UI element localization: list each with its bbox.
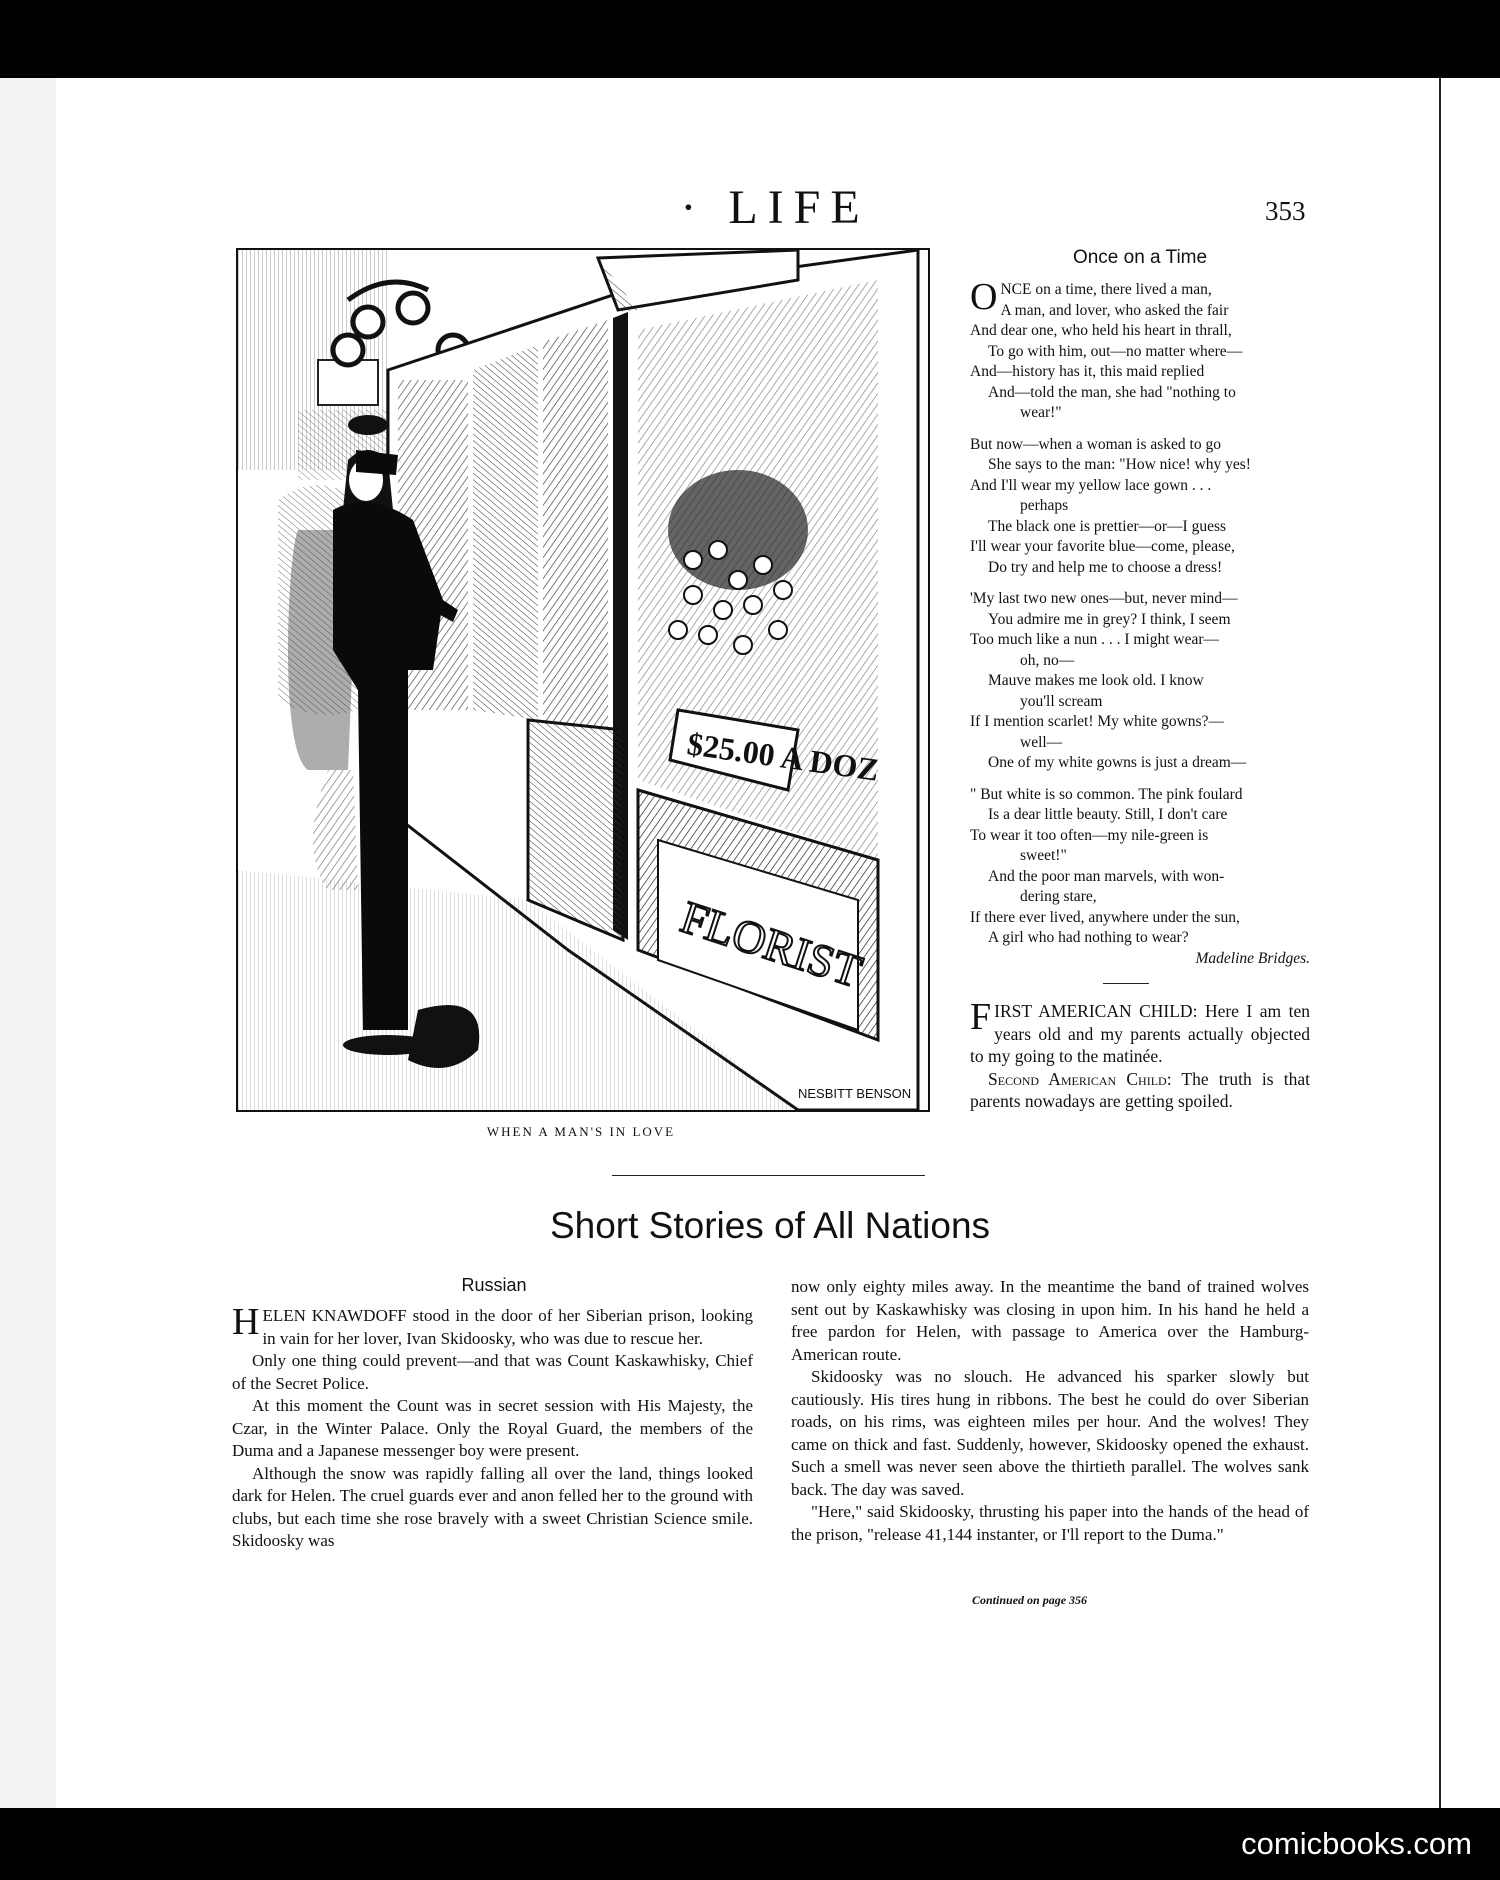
poem-line: well— — [1020, 733, 1063, 751]
continued-note: Continued on page 356 — [972, 1593, 1088, 1607]
poem-line: A girl who had nothing to wear? — [988, 929, 1189, 946]
poem-line: A man, and lover, who asked the fair — [1000, 301, 1229, 319]
poem-line: oh, no— — [1020, 651, 1075, 669]
poem-line: Mauve makes me look old. I know — [988, 672, 1204, 689]
poem-line: The black one is prettier—or—I guess — [988, 517, 1227, 535]
poem-line: If there ever lived, anywhere under the sun, — [970, 908, 1240, 926]
poem-line: And—told the man, she had "nothing to — [988, 383, 1236, 401]
drop-cap: F — [970, 996, 992, 1038]
poem-line: If I mention scarlet! My white gowns?— — [970, 713, 1224, 730]
poem-line: dering stare, — [1020, 888, 1097, 905]
story-paragraph: Skidoosky was no slouch. He advanced his sparker slowly but cautiously. His tires hung in ribbons. The best he could do over Siberian roads, on his rims, was eighteen miles per hour. And the wolves! They came on thick and fast. Suddenly, however, Skidoosky opened the exhaust. Such a smell was never seen above the thirtieth parallel. The wolves sank back. The day was saved. — [791, 1367, 1309, 1499]
page-number: 353 — [1265, 196, 1306, 226]
poem-line: One of my white gowns is just a dream— — [988, 754, 1247, 771]
illustration-caption: WHEN A MAN'S IN LOVE — [486, 1124, 676, 1139]
previous-page-edge — [0, 78, 59, 1808]
poem-line: To wear it too often—my nile-green is — [970, 826, 1209, 844]
poem-line: To go with him, out—no matter where— — [988, 342, 1243, 360]
paragraph-text: ELEN KNAWDOFF stood in the door of her Siberian prison, looking in vain for her lover, Ivan Skidoosky, who was due to rescue her. — [262, 1306, 753, 1348]
poem-line: Do try and help me to choose a dress! — [988, 558, 1223, 576]
joke-text-1: Here I am ten years old and my parents actually objected to my going to the matinée. — [970, 1001, 1311, 1066]
poem-line: you'll scream — [1020, 692, 1103, 710]
joke — [970, 996, 1311, 1113]
story-column-1 — [232, 1301, 753, 1553]
poem-line: And dear one, who held his heart in thrall, — [970, 322, 1232, 339]
story-paragraph: At this moment the Count was in secret session with His Majesty, the Czar, in the Winter Palace. Only the Royal Guard, the members of the Duma and a Japanese messenger boy were present. — [232, 1396, 753, 1460]
story-headline: Short Stories of All Nations — [549, 1205, 991, 1246]
poem-line: I'll wear your favorite blue—come, please, — [970, 538, 1235, 555]
florist-window-drawing — [238, 250, 928, 1110]
poem-stanza — [970, 589, 1310, 774]
poem-title: Once on a Time — [1072, 247, 1208, 268]
story-paragraph: "Here," said Skidoosky, thrusting his paper into the hands of the head of the prison, "release 41,144 instanter, or I'll report to the Duma." — [791, 1502, 1309, 1544]
drop-cap: H — [232, 1301, 260, 1343]
story-column-2 — [791, 1276, 1309, 1546]
story-paragraph: now only eighty miles away. In the meantime the band of trained wolves sent out by Kaskawhisky was closing in upon him. In his hand he held a free pardon for Helen, with passage to America over the Hamburg-American route. — [791, 1277, 1309, 1364]
poem — [970, 276, 1310, 980]
story-paragraph: Although the snow was rapidly falling all over the land, things looked dark for Helen. The cruel guards ever and anon felled her to the ground with clubs, but each time she rose bravely with a sweet Christian Science smile. Skidoosky was — [232, 1463, 753, 1550]
poem-line: And I'll wear my yellow lace gown . . . — [970, 476, 1212, 494]
poem-line: And—history has it, this maid replied — [970, 363, 1205, 380]
poem-line: 'My last two new ones—but, never mind— — [970, 590, 1238, 607]
poem-stanza — [970, 785, 1310, 970]
divider — [1103, 983, 1149, 984]
joke-line-1 — [970, 996, 1311, 1068]
drop-cap: O — [970, 276, 998, 318]
joke-line-2 — [970, 1068, 1310, 1113]
poem-line: And the poor man marvels, with won- — [988, 867, 1225, 885]
story-paragraph: Only one thing could prevent—and that was Count Kaskawhisky, Chief of the Secret Police. — [232, 1351, 753, 1393]
illustration — [236, 248, 930, 1112]
joke-text-2: The truth is that parents nowadays are getting spoiled. — [970, 1068, 1310, 1111]
watermark: comicbooks.com — [1241, 1826, 1472, 1861]
poem-line: wear!" — [1020, 404, 1062, 421]
joke-speaker-1: IRST AMERICAN CHILD: — [994, 1001, 1198, 1021]
poem-line: She says to the man: "How nice! why yes! — [988, 456, 1251, 473]
florist-sign: FLORIST — [674, 891, 869, 998]
story-section-title: Russian — [461, 1275, 527, 1295]
joke-speaker-2: Second American Child: — [988, 1068, 1172, 1089]
masthead: · LIFE — [680, 181, 870, 234]
poem-stanza — [970, 435, 1310, 579]
poem-author: Madeline Bridges. — [1195, 949, 1310, 967]
poem-line: " But white is so common. The pink foulard — [970, 785, 1243, 803]
section-divider — [612, 1175, 925, 1176]
story-paragraph — [232, 1301, 753, 1350]
price-sign: $25.00 A DOZ — [685, 725, 882, 788]
poem-line: But now—when a woman is asked to go — [970, 435, 1221, 453]
artist-signature: NESBITT BENSON — [798, 1086, 912, 1101]
poem-line: NCE on a time, there lived a man, — [1000, 281, 1212, 298]
next-page-edge — [1439, 78, 1500, 1808]
poem-stanza — [970, 276, 1310, 424]
poem-line: You admire me in grey? I think, I seem — [988, 610, 1231, 628]
poem-line: Is a dear little beauty. Still, I don't care — [988, 806, 1228, 823]
poem-line: perhaps — [1020, 497, 1069, 514]
poem-line: Too much like a nun . . . I might wear— — [970, 631, 1220, 648]
poem-line: sweet!" — [1020, 847, 1067, 864]
